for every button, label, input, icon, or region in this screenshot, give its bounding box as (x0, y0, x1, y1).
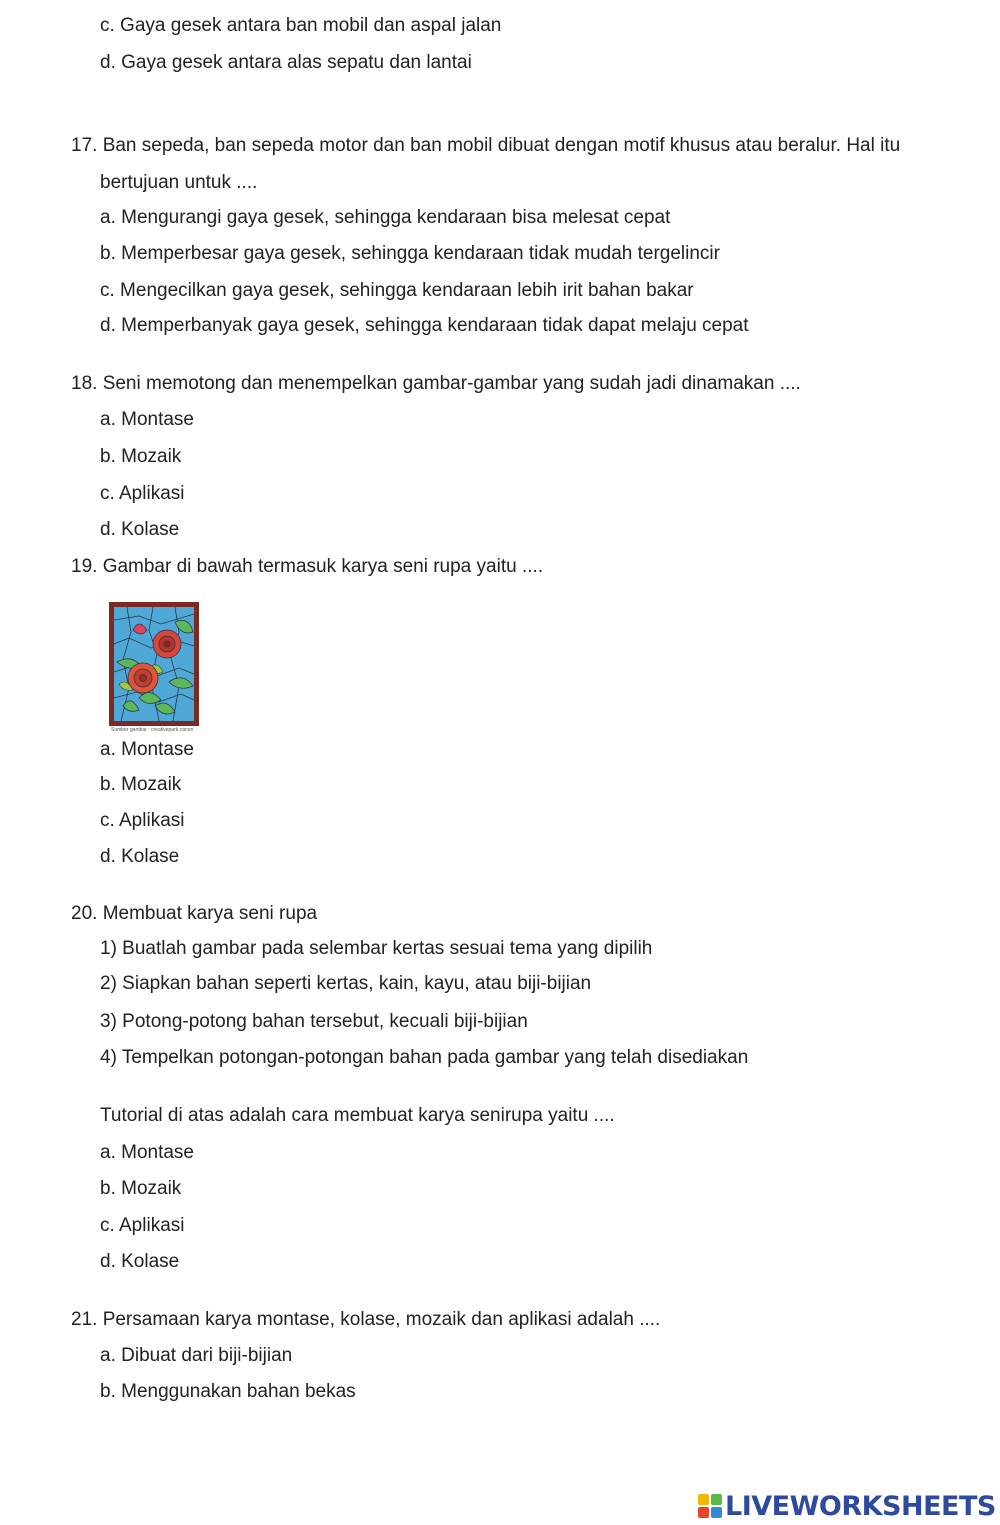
liveworksheets-logo-icon (698, 1494, 722, 1518)
q19-option-d: d. Kolase (100, 846, 180, 867)
q20-option-d: d. Kolase (100, 1251, 180, 1272)
question-17-text-continued: bertujuan untuk .... (100, 172, 258, 193)
option-d-previous: d. Gaya gesek antara alas sepatu dan lantai (100, 52, 472, 73)
mosaic-rose-image (109, 602, 199, 726)
question-17-text: 17. Ban sepeda, ban sepeda motor dan ban mobil dibuat dengan motif khusus atau beralur. Hal itu (71, 135, 901, 156)
q17-option-c: c. Mengecilkan gaya gesek, sehingga kendaraan lebih irit bahan bakar (100, 280, 694, 301)
q18-option-b: b. Mozaik (100, 446, 182, 467)
q21-option-b: b. Menggunakan bahan bekas (100, 1381, 356, 1402)
question-18-text: 18. Seni memotong dan menempelkan gambar-gambar yang sudah jadi dinamakan .... (71, 373, 801, 394)
q20-step-2: 2) Siapkan bahan seperti kertas, kain, kayu, atau biji-bijian (100, 973, 592, 994)
q17-option-a: a. Mengurangi gaya gesek, sehingga kendaraan bisa melesat cepat (100, 207, 671, 228)
liveworksheets-wordmark: LIVEWORKSHEETS (725, 1490, 996, 1522)
q19-option-c: c. Aplikasi (100, 810, 185, 831)
q20-option-c: c. Aplikasi (100, 1215, 185, 1236)
option-c-previous: c. Gaya gesek antara ban mobil dan aspal jalan (100, 15, 502, 36)
q20-prompt: Tutorial di atas adalah cara membuat karya senirupa yaitu .... (100, 1105, 615, 1126)
q21-option-a: a. Dibuat dari biji-bijian (100, 1345, 293, 1366)
q19-option-b: b. Mozaik (100, 774, 182, 795)
question-19-text: 19. Gambar di bawah termasuk karya seni rupa yaitu .... (71, 556, 544, 577)
q17-option-b: b. Memperbesar gaya gesek, sehingga kendaraan tidak mudah tergelincir (100, 243, 720, 264)
q20-option-b: b. Mozaik (100, 1178, 182, 1199)
q20-step-1: 1) Buatlah gambar pada selembar kertas sesuai tema yang dipilih (100, 938, 653, 959)
question-21-text: 21. Persamaan karya montase, kolase, mozaik dan aplikasi adalah .... (71, 1309, 661, 1330)
image-source-caption: Sumber gambar : creativepark.canon (111, 727, 194, 733)
liveworksheets-logo (698, 1490, 996, 1522)
q20-step-3: 3) Potong-potong bahan tersebut, kecuali biji-bijian (100, 1011, 528, 1032)
q20-step-4: 4) Tempelkan potongan-potongan bahan pada gambar yang telah disediakan (100, 1047, 749, 1068)
q17-option-d: d. Memperbanyak gaya gesek, sehingga kendaraan tidak dapat melaju cepat (100, 315, 749, 336)
q19-option-a: a. Montase (100, 739, 194, 760)
q20-option-a: a. Montase (100, 1142, 194, 1163)
q18-option-d: d. Kolase (100, 519, 180, 540)
q18-option-c: c. Aplikasi (100, 483, 185, 504)
q18-option-a: a. Montase (100, 409, 194, 430)
question-20-text: 20. Membuat karya seni rupa (71, 903, 318, 924)
